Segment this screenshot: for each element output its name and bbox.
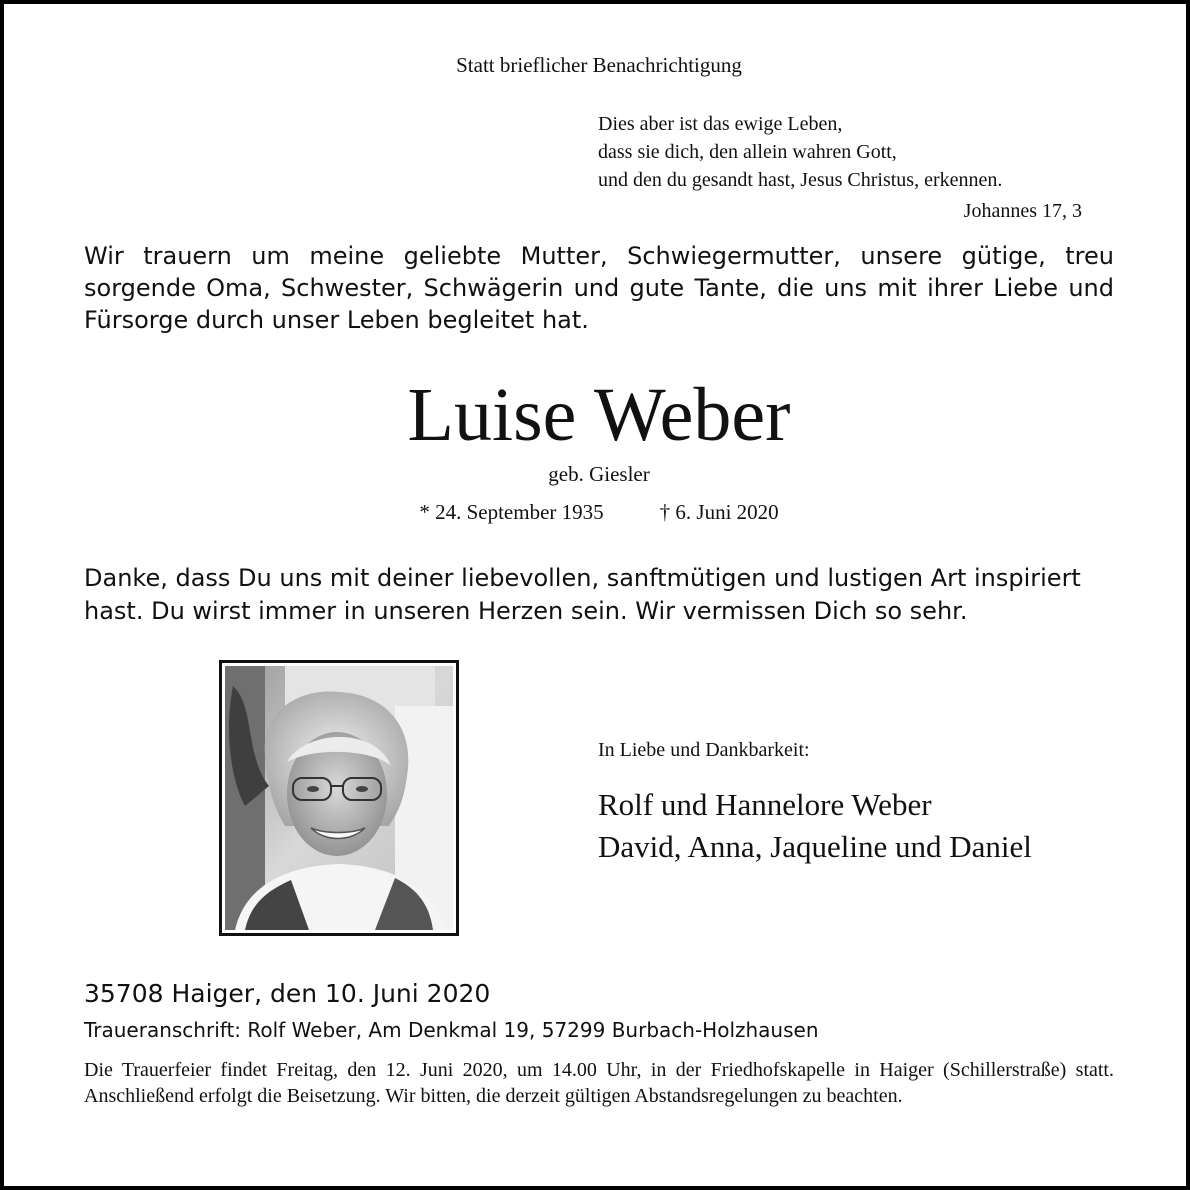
- notice-header: Statt brieflicher Benachrichtigung: [456, 53, 742, 77]
- verse-line: dass sie dich, den allein wahren Gott,: [598, 141, 897, 163]
- birth-date: * 24. September 1935: [419, 500, 604, 524]
- thanks-message: Danke, dass Du uns mit deiner liebevollen, sanftmütigen und lustigen Art inspiriert hast. Du wirst immer in unseren Herzen sein. Wir vermissen Dich so sehr.: [84, 564, 1081, 625]
- mourners-intro: In Liebe und Dankbarkeit:: [598, 739, 810, 761]
- verse-line: Dies aber ist das ewige Leben,: [598, 113, 843, 135]
- mourner-line: Rolf und Hannelore Weber: [598, 787, 932, 822]
- maiden-name: geb. Giesler: [548, 462, 650, 486]
- verse-reference: Johannes 17, 3: [963, 200, 1082, 222]
- portrait-photo: [225, 666, 453, 930]
- funeral-details: Die Trauerfeier findet Freitag, den 12. Juni 2020, um 14.00 Uhr, in der Friedhofskapelle in Haiger (Schillerstraße) statt. Anschließend erfolgt die Beisetzung. Wir bitten, die derzeit gültigen Abstandsregelungen zu beachten.: [84, 1059, 1114, 1107]
- bible-verse: [598, 110, 1002, 194]
- verse-line: und den du gesandt hast, Jesus Christus, erkennen.: [598, 169, 1003, 191]
- place-and-date: 35708 Haiger, den 10. Juni 2020: [84, 979, 491, 1008]
- mourners-list: [598, 784, 1032, 868]
- portrait-photo-frame: [219, 660, 459, 936]
- mourner-line: David, Anna, Jaqueline und Daniel: [598, 829, 1032, 864]
- life-dates: [4, 500, 1190, 525]
- death-date: † 6. Juni 2020: [659, 500, 779, 524]
- mourning-address: Traueranschrift: Rolf Weber, Am Denkmal 19, 57299 Burbach-Holzhausen: [84, 1018, 819, 1042]
- mourning-intro: Wir trauern um meine geliebte Mutter, Schwiegermutter, unsere gütige, treu sorgende Oma, Schwester, Schwägerin und gute Tante, die uns mit ihrer Liebe und Fürsorge durch unser Leben begleitet hat.: [84, 242, 1114, 334]
- deceased-name: Luise Weber: [407, 373, 791, 457]
